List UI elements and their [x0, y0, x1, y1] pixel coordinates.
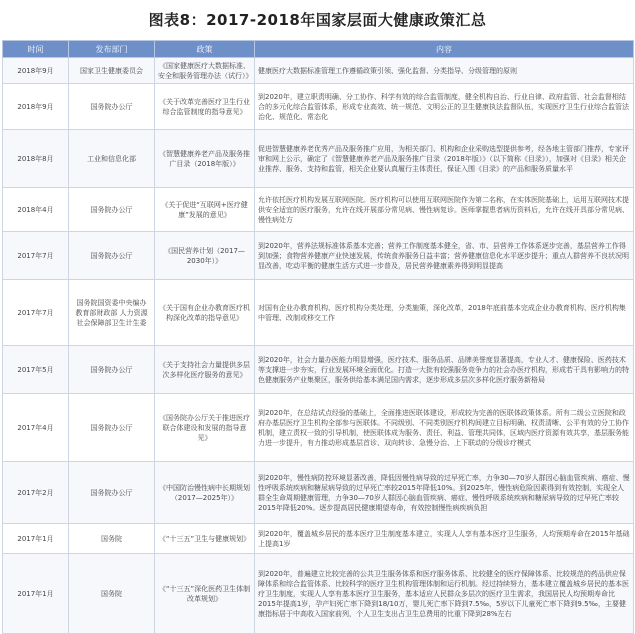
- cell-time: 2018年9月: [3, 84, 69, 130]
- header-dept: 发布部门: [69, 41, 155, 58]
- cell-dept: 国务院国资委中央编办 教育部财政部 人力资源社会保障部卫生计生委: [69, 280, 155, 346]
- cell-time: 2017年7月: [3, 280, 69, 346]
- cell-content: 对国有企业办教育机构、医疗机构分类处理，分类施策，深化改革，2018年底前基本完成企业办教育机构、医疗机构集中管理、改制或移交工作: [255, 280, 634, 346]
- cell-policy: 《“十三五”卫生与健康规划》: [155, 524, 255, 554]
- table-row: [3, 394, 634, 462]
- cell-dept: 国务院: [69, 554, 155, 634]
- cell-policy: 《国民营养计划（2017—2030年）》: [155, 232, 255, 280]
- cell-time: 2017年2月: [3, 462, 69, 524]
- cell-time: 2018年9月: [3, 58, 69, 84]
- table-row: [3, 58, 634, 84]
- table-row: [3, 524, 634, 554]
- cell-dept: 国务院办公厅: [69, 84, 155, 130]
- cell-dept: 国务院办公厅: [69, 346, 155, 394]
- table-header-row: [3, 41, 634, 58]
- cell-policy: 《关于支持社会力量提供多层次多样化医疗服务的意见》: [155, 346, 255, 394]
- cell-policy: 《关于国有企业办教育医疗机构深化改革的指导意见》: [155, 280, 255, 346]
- cell-content: 促进智慧健康养老优秀产品及服务推广应用，为相关部门、机构和企业采购选型提供参考，经各地主管部门推荐，专家评审和网上公示，确定了《智慧健康养老产品及服务推广目录（2018年版）》（以下简称《目录》），加强对《目录》相关企业推荐、服务、支持和监管，相关企业要认真履行主体责任，保证入围《目录》的产品和服务质量水平: [255, 130, 634, 188]
- table-row: [3, 554, 634, 634]
- page-title: 图表8：2017-2018年国家层面大健康政策汇总: [148, 11, 487, 29]
- cell-content: 到2020年，慢性病防控环境显著改善，降低因慢性病导致的过早死亡率，力争30—70岁人群因心脑血管疾病、癌症、慢性呼吸系统疾病和糖尿病导致的过早死亡率较2015年降低10%。到2025年，慢性病危险因素得到有效控制，实现全人群全生命周期健康管理，力争30—70岁人群因心脑血管疾病、癌症、慢性呼吸系统疾病和糖尿病导致的过早死亡率较2015年降低20%。逐步提高居民健康期望寿命，有效控制慢性病疾病负担: [255, 462, 634, 524]
- cell-policy: 《“十三五”深化医药卫生体制改革规划》: [155, 554, 255, 634]
- table-row: [3, 462, 634, 524]
- cell-time: 2017年5月: [3, 346, 69, 394]
- cell-content: 到2020年，营养法规标准体系基本完善；营养工作制度基本健全，省、市、县营养工作体系逐步完善，基层营养工作得到加强；食物营养健康产业快速发展，传统食养服务日益丰富；营养健康信息化水平逐步提升；重点人群营养不良状况明显改善，吃动平衡的健康生活方式进一步普及，居民营养健康素养得到明显提高: [255, 232, 634, 280]
- cell-policy: 《关于改革完善医疗卫生行业综合监管制度的指导意见》: [155, 84, 255, 130]
- table-row: [3, 280, 634, 346]
- cell-time: 2017年1月: [3, 524, 69, 554]
- cell-content: 到2020年，社会力量办医能力明显增强，医疗技术、服务品质、品牌美誉度显著提高，专业人才、健康保险、医药技术等支撑进一步夯实，行业发展环境全面优化。打造一大批有较强服务竞争力的社会办医疗机构，形成若干具有影响力的特色健康服务产业集聚区，服务供给基本满足国内需求，逐步形成多层次多样化医疗服务新格局: [255, 346, 634, 394]
- header-time: 时间: [3, 41, 69, 58]
- cell-dept: 国务院办公厅: [69, 394, 155, 462]
- cell-time: 2017年7月: [3, 232, 69, 280]
- cell-policy: 《智慧健康养老产品及服务推广目录（2018年版）》: [155, 130, 255, 188]
- cell-policy: 《中国防治慢性病中长期规划（2017—2025年）》: [155, 462, 255, 524]
- cell-dept: 国务院: [69, 524, 155, 554]
- cell-policy: 《国务院办公厅关于推进医疗联合体建设和发展的指导意见》: [155, 394, 255, 462]
- table-row: [3, 188, 634, 232]
- cell-content: 到2020年，建立职责明确、分工协作、科学有效的综合监管制度，健全机构自治、行业自律、政府监管、社会监督相结合的多元化综合监管体系，形成专业高效、统一规范、文明公正的卫生健康执法监督队伍，实现医疗卫生行业综合监管法治化、规范化、常态化: [255, 84, 634, 130]
- cell-content: 允许依托医疗机构发展互联网医院。医疗机构可以使用互联网医院作为第二名称，在实体医院基础上，运用互联网技术提供安全适宜的医疗服务，允许在线开展部分常见病、慢性病复诊。医师掌握患者病历资料后，允许在线开具部分常见病、慢性病处方: [255, 188, 634, 232]
- cell-content: 到2020年，覆盖城乡居民的基本医疗卫生制度基本建立，实现人人享有基本医疗卫生服务，人均预期寿命在2015年基础上提高1岁: [255, 524, 634, 554]
- cell-policy: 《关于促进“互联网+医疗健康”发展的意见》: [155, 188, 255, 232]
- table-row: [3, 84, 634, 130]
- cell-dept: 工业和信息化部: [69, 130, 155, 188]
- header-policy: 政策: [155, 41, 255, 58]
- cell-content: 到2020年，在总结试点经验的基础上，全面推进医联体建设，形成较为完善的医联体政策体系。所有二级公立医院和政府办基层医疗卫生机构全部参与医联体。不同级别、不同类别医疗机构间建立目标明确、权责清晰、公平有效的分工协作机制，建立责权一致的引导机制，使医联体成为服务、责任、利益、管理共同体，区域内医疗资源有效共享，基层服务能力进一步提升，有力推动形成基层首诊、双向转诊、急慢分治、上下联动的分级诊疗模式: [255, 394, 634, 462]
- cell-dept: 国务院办公厅: [69, 188, 155, 232]
- cell-time: 2017年1月: [3, 554, 69, 634]
- cell-dept: 国务院办公厅: [69, 232, 155, 280]
- table-row: [3, 346, 634, 394]
- cell-dept: 国家卫生健康委员会: [69, 58, 155, 84]
- cell-time: 2018年4月: [3, 188, 69, 232]
- cell-time: 2017年4月: [3, 394, 69, 462]
- cell-policy: 《国家健康医疗大数据标准、安全和服务管理办法（试行）》: [155, 58, 255, 84]
- cell-content: 到2020年，普遍建立比较完善的公共卫生服务体系和医疗服务体系、比较健全的医疗保障体系、比较规范的药品供应保障体系和综合监管体系、比较科学的医疗卫生机构管理体制和运行机制。经过持续努力，基本建立覆盖城乡居民的基本医疗卫生制度，实现人人享有基本医疗卫生服务，基本适应人民群众多层次的医疗卫生需求，我国居民人均预期寿命比2015年提高1岁，孕产妇死亡率下降到18/10万，婴儿死亡率下降到7.5‰，5岁以下儿童死亡率下降到9.5‰，主要健康指标居于中高收入国家前列，个人卫生支出占卫生总费用的比重下降到28%左右: [255, 554, 634, 634]
- cell-content: 健康医疗大数据标准管理工作遵循政策引领、强化监督、分类指导、分级管理的原则: [255, 58, 634, 84]
- policy-table: [2, 40, 634, 634]
- cell-time: 2018年8月: [3, 130, 69, 188]
- header-content: 内容: [255, 41, 634, 58]
- table-row: [3, 130, 634, 188]
- cell-dept: 国务院办公厅: [69, 462, 155, 524]
- table-row: [3, 232, 634, 280]
